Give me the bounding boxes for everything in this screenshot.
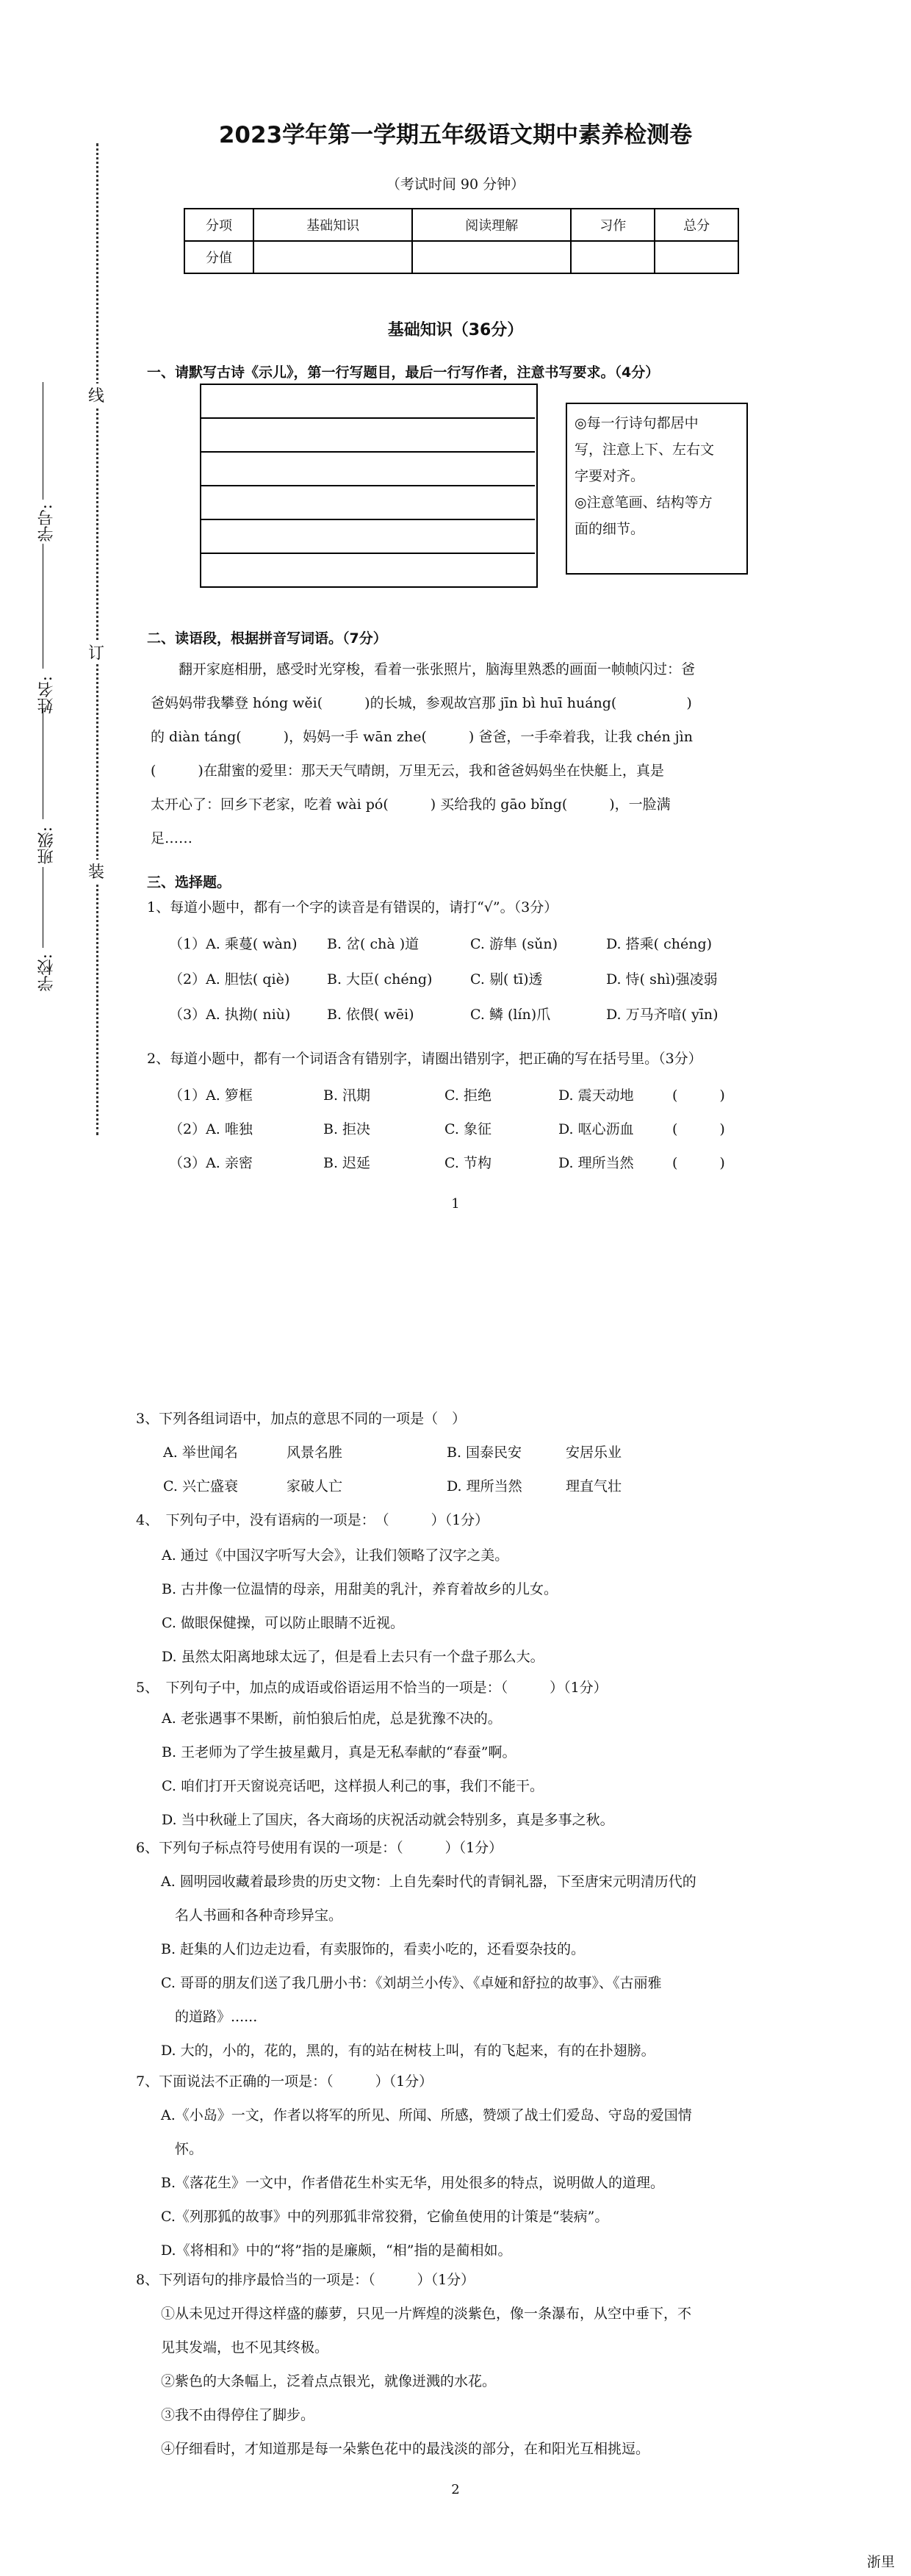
question-3-heading: 三、选择题。 bbox=[147, 874, 231, 891]
writing-line bbox=[200, 417, 535, 419]
score-header-cell: 习作 bbox=[571, 209, 655, 241]
option[interactable]: B. 汛期 bbox=[323, 1087, 371, 1104]
writing-line bbox=[200, 519, 535, 520]
option[interactable]: D. 理所当然 bbox=[447, 1478, 522, 1494]
option[interactable]: C. 做眼保健操，可以防止眼睛不近视。 bbox=[162, 1615, 404, 1631]
option-continued: 名人书画和各种奇珍异宝。 bbox=[147, 1907, 343, 1924]
question-3-2-prompt: 2、每道小题中，都有一个词语含有错别字，请圈出错别字，把正确的写在括号里。（3分） bbox=[147, 1051, 702, 1067]
option-continued: 的道路》...... bbox=[147, 2009, 258, 2025]
option[interactable]: A. 圆明园收藏着最珍贵的历史文物：上自先秦时代的青铜礼器，下至唐宋元明清历代的 bbox=[147, 1874, 696, 1890]
option[interactable]: C. 哥哥的朋友们送了我几册小书：《刘胡兰小传》、《卓娅和舒拉的故事》、《古丽雅 bbox=[147, 1975, 662, 1991]
score-header-cell: 分项 bbox=[184, 209, 253, 241]
question-4-prompt: 4、 下列句子中，没有语病的一项是： （ ）（1分） bbox=[136, 1512, 489, 1528]
question-6-prompt: 6、下列句子标点符号使用有误的一项是：（ ）（1分） bbox=[136, 1840, 503, 1856]
writing-line bbox=[200, 485, 535, 486]
option-continued: 怀。 bbox=[147, 2141, 204, 2157]
option[interactable]: D. 震天动地 bbox=[558, 1087, 634, 1104]
option[interactable]: D. 当中秋碰上了国庆，各大商场的庆祝活动就会特别多，真是多事之秋。 bbox=[162, 1812, 614, 1828]
score-input-cell[interactable] bbox=[571, 241, 655, 273]
tip-line: ◎每一行诗句都居中 bbox=[575, 415, 699, 431]
option[interactable]: （3）A. 亲密 bbox=[169, 1155, 253, 1171]
option[interactable]: C.《列那狐的故事》中的列那狐非常狡猾，它偷鱼使用的计策是“装病”。 bbox=[147, 2209, 609, 2225]
option[interactable]: C. 兴亡盛衰 bbox=[163, 1478, 238, 1494]
option-pair: 安居乐业 bbox=[566, 1444, 622, 1461]
score-input-cell[interactable] bbox=[655, 241, 738, 273]
pinyin-passage bbox=[151, 652, 782, 855]
option[interactable]: C. 游隼 (sǔn) bbox=[470, 936, 558, 952]
answer-blank[interactable]: ( ) bbox=[672, 1087, 725, 1104]
option[interactable]: （3）A. 执拗( niù) bbox=[169, 1007, 291, 1023]
student-id-label: 学号: bbox=[37, 504, 56, 542]
question-6-options bbox=[147, 1865, 793, 2068]
option[interactable]: D. 虽然太阳离地球太远了，但是看上去只有一个盘子那么大。 bbox=[162, 1649, 544, 1665]
option[interactable]: B. 岔( chà )道 bbox=[327, 936, 420, 952]
question-5-options bbox=[162, 1702, 614, 1837]
score-header-cell: 基础知识 bbox=[253, 209, 412, 241]
question-7-options bbox=[147, 2098, 793, 2267]
option-pair: 风景名胜 bbox=[287, 1444, 343, 1461]
binding-mark: 订 bbox=[88, 641, 104, 663]
option[interactable]: A. 通过《中国汉字听写大会》，让我们领略了汉字之美。 bbox=[162, 1547, 509, 1564]
option[interactable]: A. 举世闻名 bbox=[163, 1444, 238, 1461]
question-8-prompt: 8、下列语句的排序最恰当的一项是：（ ）（1分） bbox=[136, 2272, 475, 2288]
option[interactable]: D. 大的，小的，花的，黑的，有的站在树枝上叫，有的飞起来，有的在扑翅膀。 bbox=[147, 2043, 655, 2059]
score-input-cell[interactable] bbox=[412, 241, 571, 273]
option[interactable]: D. 呕心沥血 bbox=[558, 1121, 634, 1137]
tip-line: 写，注意上下、左右文 bbox=[575, 442, 715, 458]
name-label: 姓名: bbox=[37, 676, 56, 714]
option[interactable]: B. 国泰民安 bbox=[447, 1444, 522, 1461]
sentence: ①从未见过开得这样盛的藤萝，只见一片辉煌的淡紫色，像一条瀑布，从空中垂下，不 bbox=[147, 2306, 692, 2322]
option[interactable]: B. 赶集的人们边走边看，有卖服饰的，看卖小吃的，还看耍杂技的。 bbox=[147, 1941, 586, 1957]
option[interactable]: B. 大臣( chéng) bbox=[327, 971, 433, 987]
sentence: ③我不由得停住了脚步。 bbox=[147, 2407, 315, 2423]
option[interactable]: D. 理所当然 bbox=[558, 1155, 634, 1171]
sentence: ②紫色的大条幅上，泛着点点银光，就像迸溅的水花。 bbox=[147, 2373, 497, 2389]
writing-line bbox=[200, 553, 535, 554]
question-5-prompt: 5、 下列句子中，加点的成语或俗语运用不恰当的一项是：（ ）（1分） bbox=[136, 1680, 608, 1696]
binding-mark: 线 bbox=[88, 384, 104, 406]
score-input-cell[interactable] bbox=[253, 241, 412, 273]
question-8-sentences bbox=[147, 2297, 793, 2466]
passage-line: 太开心了：回乡下老家，吃着 wài pó( ) 买给我的 gāo bǐng( )，一脸满 bbox=[151, 796, 671, 813]
option[interactable]: （2）A. 胆怯( qiè) bbox=[169, 971, 290, 987]
option[interactable]: C. 咱们打开天窗说亮话吧，这样损人利己的事，我们不能干。 bbox=[162, 1778, 544, 1794]
question-3-3-prompt: 3、下列各组词语中，加点的意思不同的一项是（ ） bbox=[136, 1411, 467, 1427]
exam-duration: （考试时间 90 分钟） bbox=[386, 176, 525, 193]
option[interactable]: （1）A. 箩框 bbox=[169, 1087, 253, 1104]
option[interactable]: B. 迟延 bbox=[323, 1155, 371, 1171]
passage-line: 翻开家庭相册，感受时光穿梭，看着一张张照片，脑海里熟悉的画面一帧帧闪过：爸 bbox=[151, 661, 696, 677]
option[interactable]: D.《将相和》中的“将”指的是廉颇，“相”指的是蔺相如。 bbox=[147, 2242, 512, 2259]
option[interactable]: C. 剔( tī)透 bbox=[470, 971, 543, 987]
answer-blank[interactable]: ( ) bbox=[672, 1155, 725, 1171]
option[interactable]: A.《小岛》一文，作者以将军的所见、所闻、所感，赞颂了战士们爱岛、守岛的爱国情 bbox=[147, 2107, 692, 2123]
option[interactable]: A. 老张遇事不果断，前怕狼后怕虎，总是犹豫不决的。 bbox=[162, 1710, 502, 1727]
passage-line: 的 diàn táng( )，妈妈一手 wān zhe( ) 爸爸，一手牵着我，让我 chén jìn bbox=[151, 729, 693, 745]
section-title: 基础知识（36分） bbox=[387, 321, 524, 339]
question-7-prompt: 7、下面说法不正确的一项是：（ ）（1分） bbox=[136, 2073, 433, 2090]
option[interactable]: D. 万马齐喑( yīn) bbox=[606, 1007, 719, 1023]
option[interactable]: C. 节构 bbox=[444, 1155, 491, 1171]
option[interactable]: B. 依偎( wēi) bbox=[327, 1007, 414, 1023]
class-label: 班级: bbox=[37, 827, 56, 865]
score-table bbox=[184, 208, 739, 274]
option[interactable]: B. 拒决 bbox=[323, 1121, 371, 1137]
footer-watermark: 浙里 bbox=[867, 2554, 896, 2570]
option[interactable]: C. 鳞 (lín)爪 bbox=[470, 1007, 551, 1023]
option[interactable]: D. 搭乘( chéng) bbox=[606, 936, 713, 952]
school-label: 学校: bbox=[37, 954, 56, 992]
sentence-continued: 见其发端，也不见其终极。 bbox=[147, 2339, 329, 2356]
option-pair: 家破人亡 bbox=[287, 1478, 343, 1494]
option[interactable]: C. 拒绝 bbox=[444, 1087, 491, 1104]
option[interactable]: B. 古井像一位温情的母亲，用甜美的乳汁，养育着故乡的儿女。 bbox=[162, 1581, 558, 1597]
tip-line: 面的细节。 bbox=[575, 521, 645, 537]
tip-line: 字要对齐。 bbox=[575, 468, 645, 484]
tip-line: ◎注意笔画、结构等方 bbox=[575, 494, 713, 511]
option[interactable]: D. 恃( shì)强凌弱 bbox=[606, 971, 718, 987]
answer-blank[interactable]: ( ) bbox=[672, 1121, 725, 1137]
score-header-cell: 总分 bbox=[655, 209, 738, 241]
option-pair: 理直气壮 bbox=[566, 1478, 622, 1494]
option[interactable]: B.《落花生》一文中，作者借花生朴实无华，用处很多的特点，说明做人的道理。 bbox=[147, 2175, 665, 2191]
score-row-label: 分值 bbox=[184, 241, 253, 273]
passage-line: ( )在甜蜜的爱里：那天天气晴朗，万里无云，我和爸爸妈妈坐在快艇上，真是 bbox=[151, 763, 664, 779]
passage-line: 足…… bbox=[151, 830, 193, 846]
sentence: ④仔细看时，才知道那是每一朵紫色花中的最浅淡的部分，在和阳光互相挑逗。 bbox=[147, 2441, 650, 2457]
question-1-heading: 一、请默写古诗《示儿》，第一行写题目，最后一行写作者，注意书写要求。（4分） bbox=[147, 364, 660, 381]
binding-line bbox=[96, 143, 98, 1135]
binding-mark: 装 bbox=[88, 860, 104, 882]
score-header-cell: 阅读理解 bbox=[412, 209, 571, 241]
page-number: 1 bbox=[451, 1196, 460, 1212]
page-title: 2023学年第一学期五年级语文期中素养检测卷 bbox=[218, 122, 693, 148]
question-3-1-prompt: 1、每道小题中，都有一个字的读音是有错误的，请打“√”。（3分） bbox=[147, 899, 558, 915]
option[interactable]: （2）A. 唯独 bbox=[169, 1121, 253, 1137]
question-2-heading: 二、读语段，根据拼音写词语。（7分） bbox=[147, 630, 387, 647]
writing-line bbox=[200, 451, 535, 453]
writing-tips-box bbox=[566, 403, 748, 575]
option[interactable]: （1）A. 乘蔓( wàn) bbox=[169, 936, 298, 952]
option[interactable]: B. 王老师为了学生披星戴月，真是无私奉献的“春蚕”啊。 bbox=[162, 1744, 516, 1760]
question-4-options bbox=[162, 1539, 558, 1674]
page-number: 2 bbox=[451, 2482, 460, 2497]
passage-line: 爸妈妈带我攀登 hóng wěi( )的长城，参观故宫那 jīn bì huī huáng( ) bbox=[151, 695, 692, 711]
option[interactable]: C. 象征 bbox=[444, 1121, 491, 1137]
